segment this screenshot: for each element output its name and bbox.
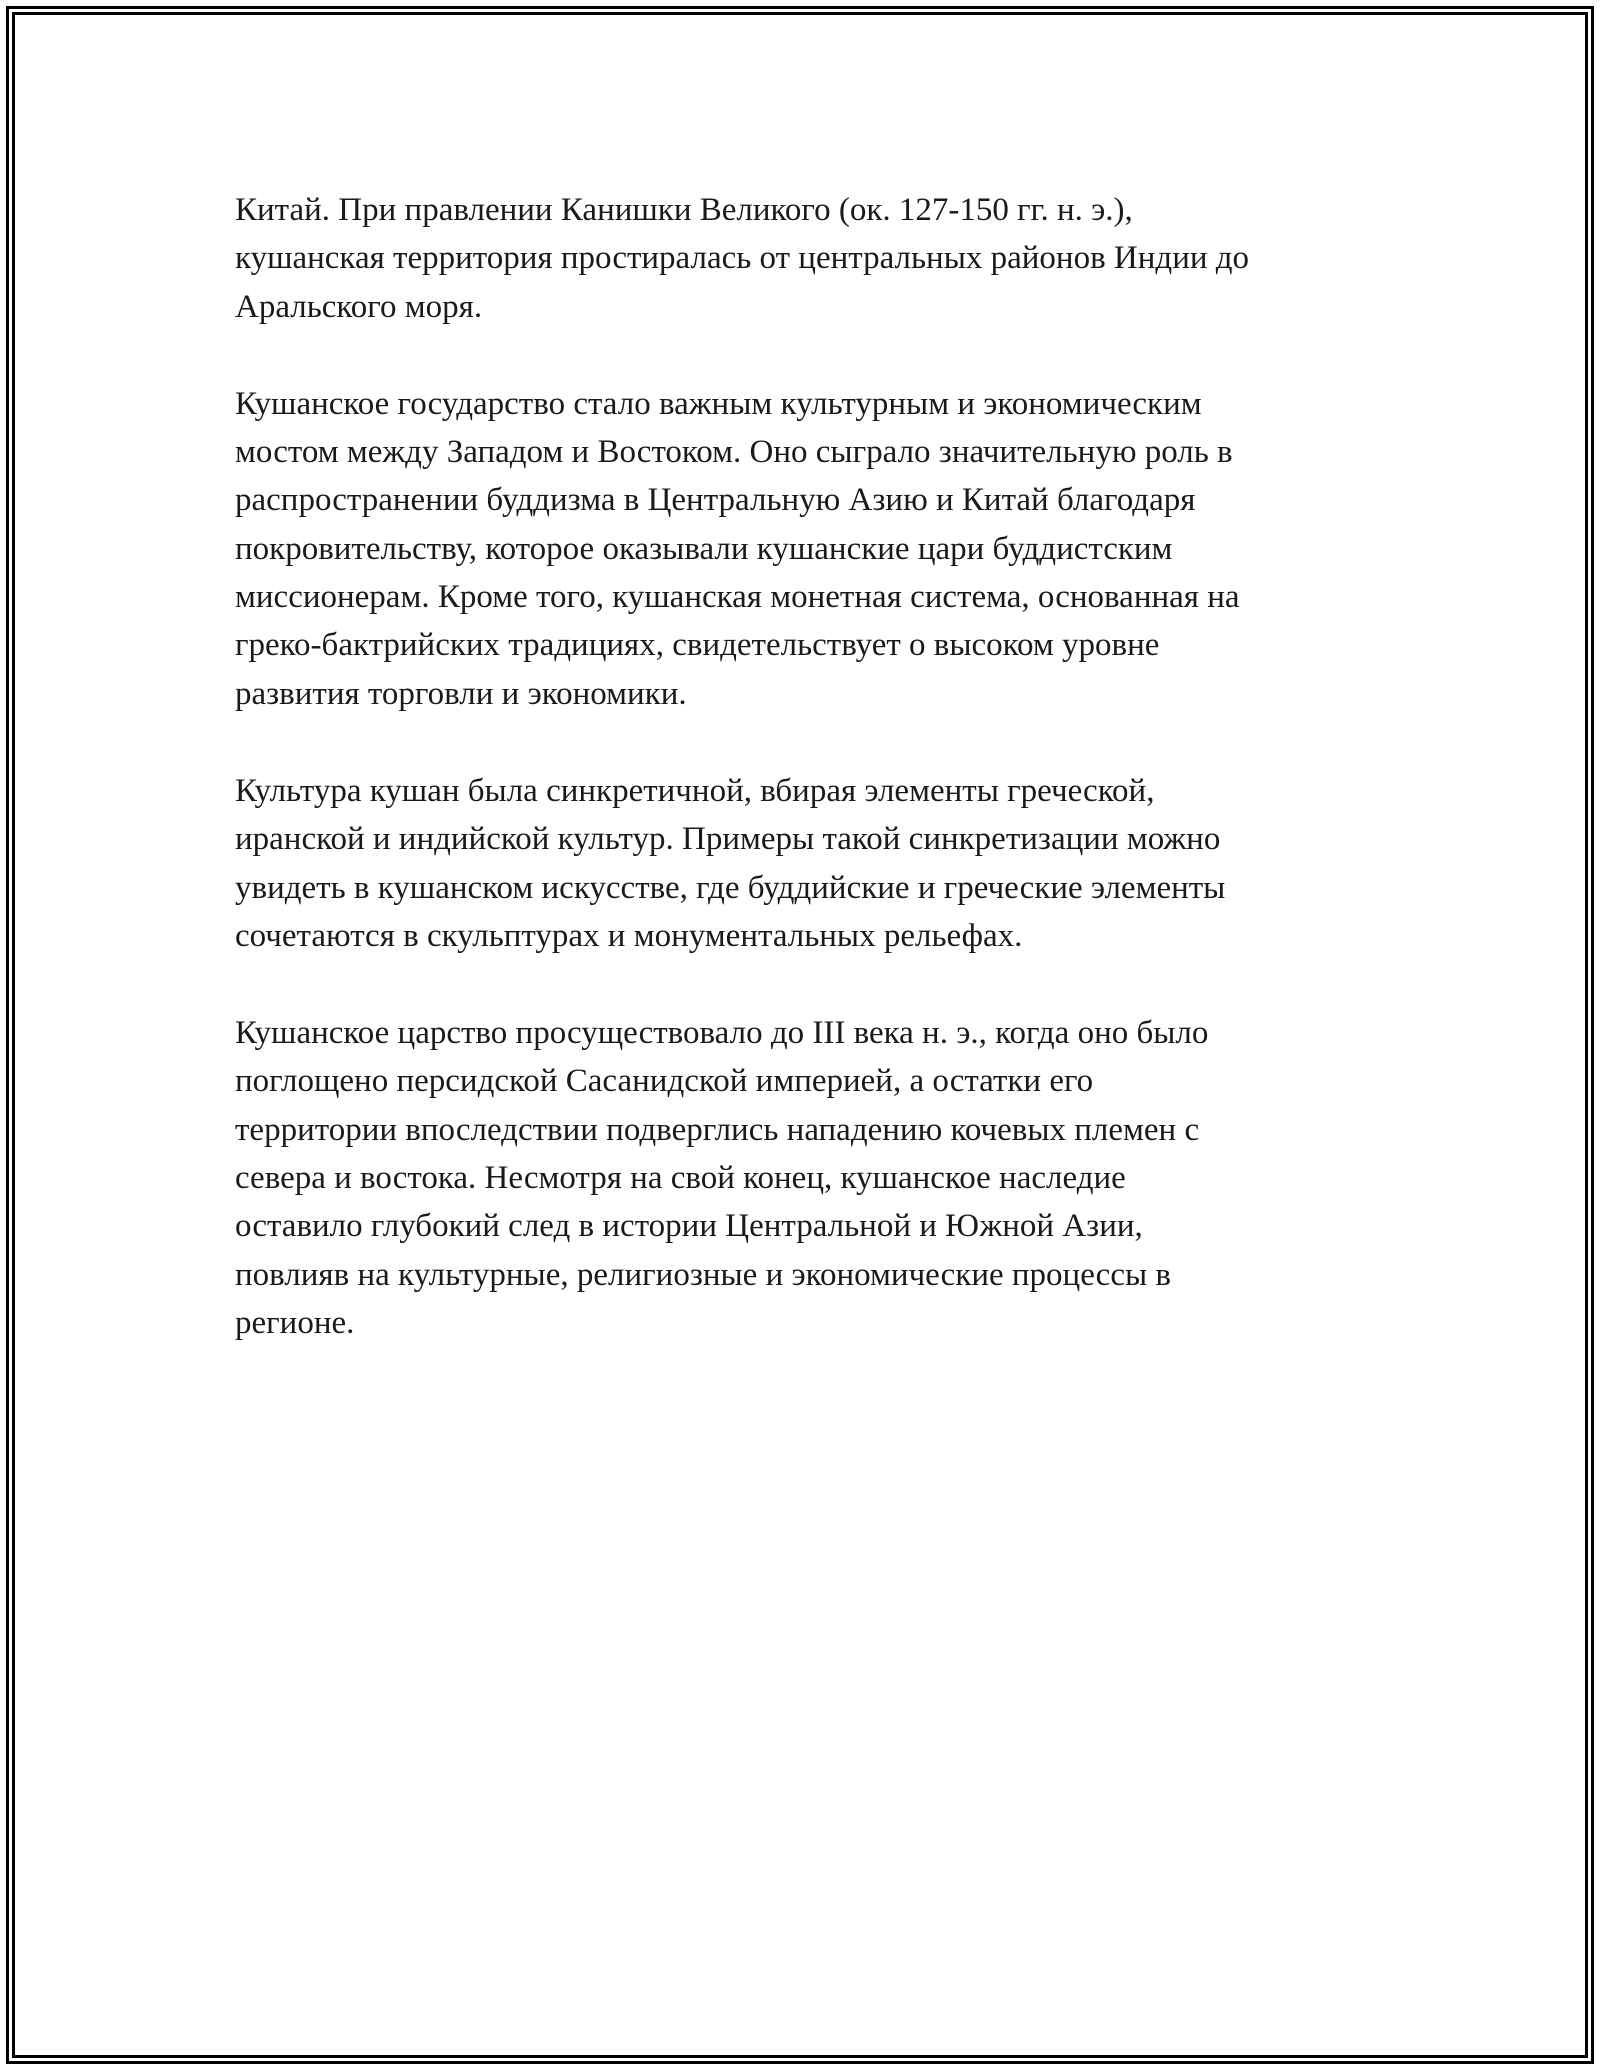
paragraph-2: Кушанское государство стало важным культурным и экономическим мостом между Западом и Востоком. Оно сыграло значительную роль в распространении буддизма в Центральную Азию и Китай благодаря покровительству, которое оказывали кушанские цари буддистским миссионерам. Кроме того, кушанская монетная система, основанная на греко-бактрийских традициях, свидетельствует о высоком уровне развития торговли и экономики. bbox=[235, 385, 1240, 712]
paragraph-3: Культура кушан была синкретичной, вбирая элементы греческой, иранской и индийской культур. Примеры такой синкретизации можно увидеть в кушанском искусстве, где буддийские и греческие элементы сочетаются в скульптурах и монументальных рельефах. bbox=[235, 772, 1226, 954]
document-body bbox=[235, 186, 1405, 1396]
paragraph-4: Кушанское царство просуществовало до III века н. э., когда оно было поглощено персидской Сасанидской империей, а остатки его территории впоследствии подверглись нападению кочевых племен с севера и востока. Несмотря на свой конец, кушанское наследие оставило глубокий след в истории Центральной и Южной Азии, повлияв на культурные, религиозные и экономические процессы в регионе. bbox=[235, 1015, 1209, 1341]
paragraph-1: Китай. При правлении Канишки Великого (ок. 127-150 гг. н. э.), кушанская территория простиралась от центральных районов Индии до Аральского моря. bbox=[235, 192, 1250, 325]
